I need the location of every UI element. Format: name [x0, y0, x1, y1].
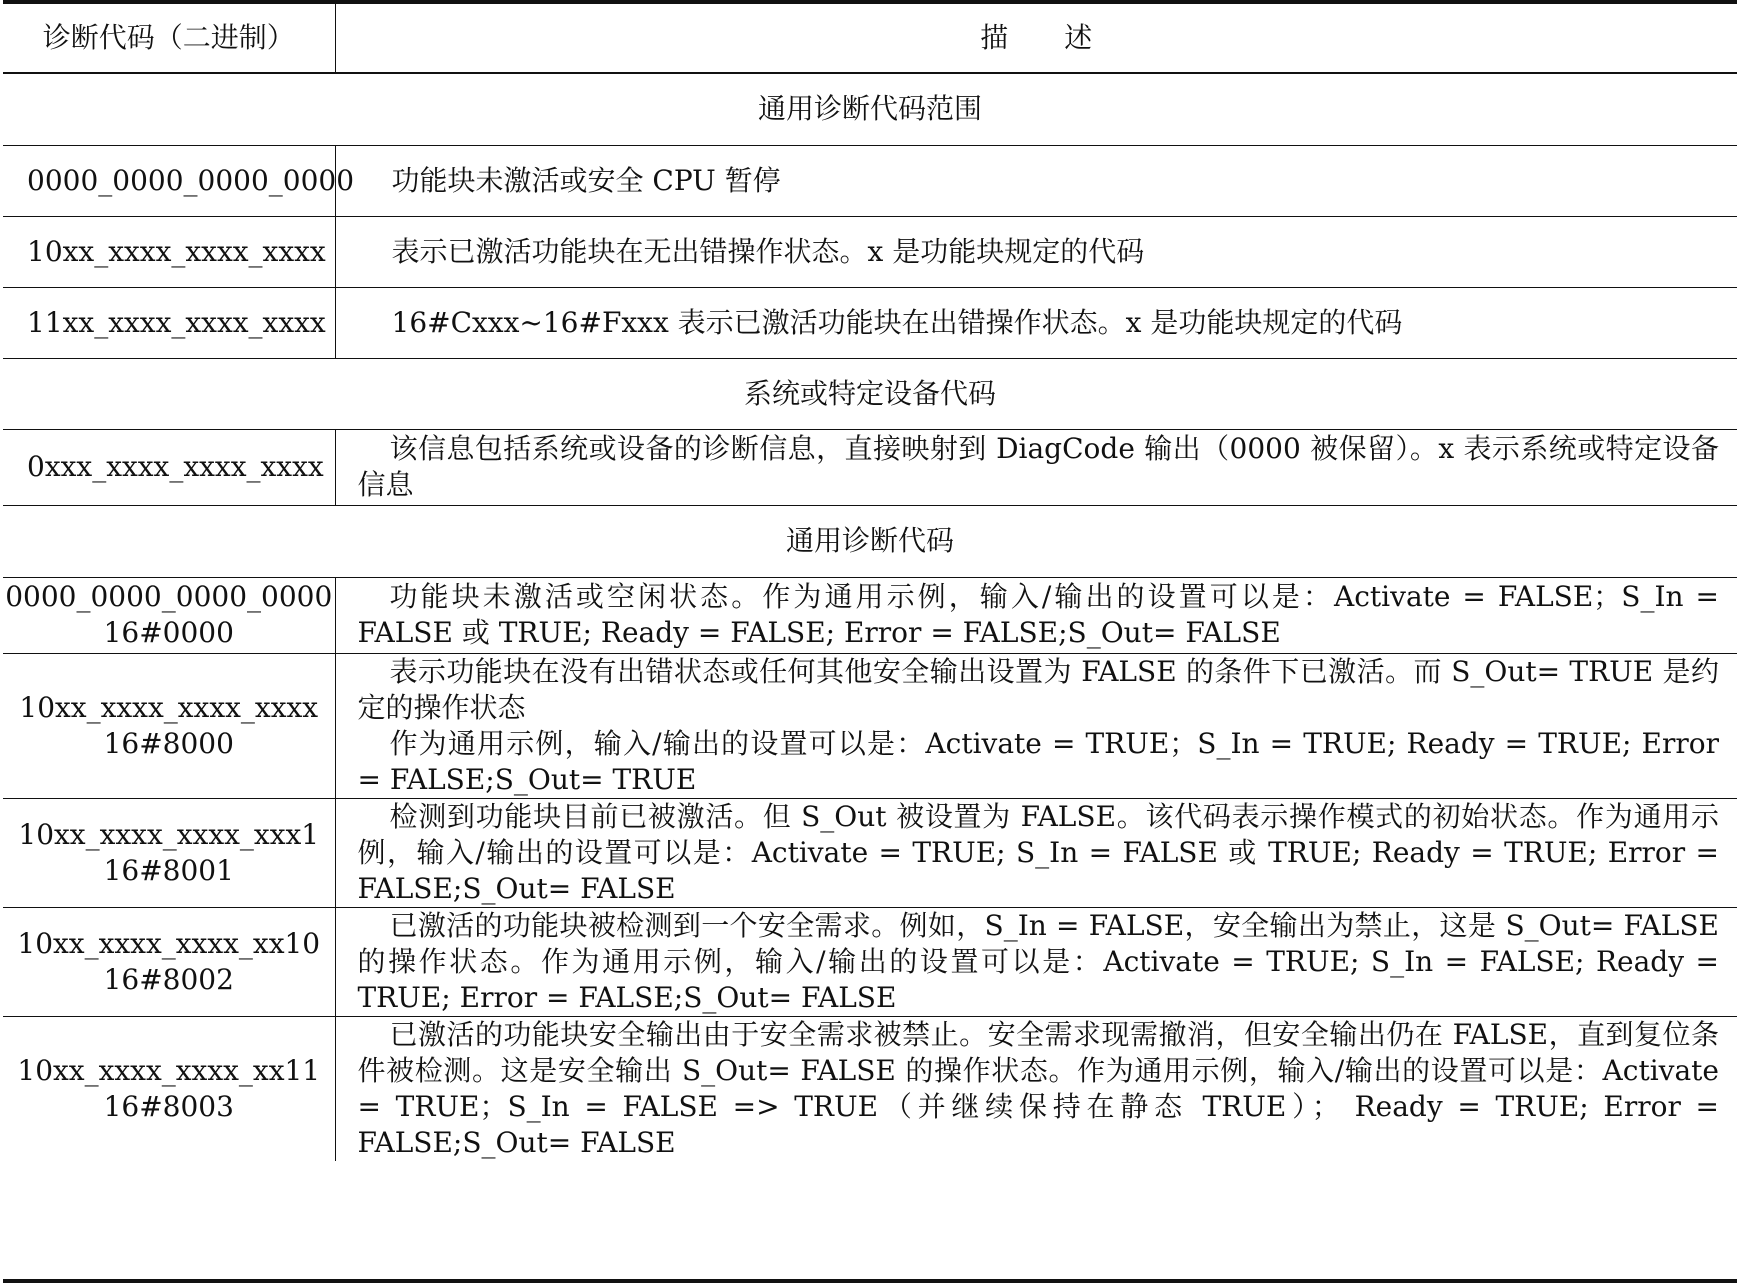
table-row: [3, 577, 1737, 653]
desc-text: 作为通用示例，输入/输出的设置可以是：Activate = TRUE；S_In = TRUE; Ready = TRUE; Error = FALSE;S_Out= TRUE: [357, 726, 1719, 796]
code-cell: [3, 653, 335, 798]
code-binary: 0000_0000_0000_0000: [5, 580, 333, 613]
code-binary: 10xx_xxxx_xxxx_xxxx: [19, 690, 319, 724]
code-cell: [3, 907, 335, 1016]
code-hex: 16#0000: [103, 616, 234, 649]
table-row: [3, 1016, 1737, 1161]
section-title: 系统或特定设备代码: [3, 358, 1737, 429]
table-row: [3, 653, 1737, 798]
diag-code-table: [3, 4, 1737, 1161]
desc-text: 该信息包括系统或设备的诊断信息，直接映射到 DiagCode 输出（0000 被保留）。x 表示系统或特定设备信息: [357, 432, 1719, 501]
code-cell: 0xxx_xxxx_xxxx_xxxx: [3, 429, 335, 505]
desc-cell: [335, 798, 1737, 907]
desc-text: 检测到功能块目前已被激活。但 S_Out 被设置为 FALSE。该代码表示操作模式的初始状态。作为通用示例，输入/输出的设置可以是：Activate = TRUE; S_In = FALSE 或 TRUE; Ready = TRUE; Error = FALSE;S_Out= FALSE: [357, 799, 1719, 905]
code-binary: 10xx_xxxx_xxxx_xx10: [17, 926, 321, 960]
code-cell: 10xx_xxxx_xxxx_xxxx: [3, 216, 335, 287]
table-row: [3, 798, 1737, 907]
desc-cell: 16#Cxxx~16#Fxxx 表示已激活功能块在出错操作状态。x 是功能块规定的代码: [335, 287, 1737, 358]
code-hex: 16#8000: [103, 726, 234, 760]
desc-cell: [335, 577, 1737, 653]
section-title-row: [3, 358, 1737, 429]
code-cell: 0000_0000_0000_0000: [3, 145, 335, 216]
code-cell: [3, 798, 335, 907]
desc-cell: 功能块未激活或安全 CPU 暂停: [335, 145, 1737, 216]
table-row: [3, 216, 1737, 287]
desc-text: 表示功能块在没有出错状态或任何其他安全输出设置为 FALSE 的条件下已激活。而 S_Out= TRUE 是约定的操作状态: [357, 654, 1719, 724]
code-hex: 16#8001: [103, 853, 234, 887]
code-hex: 16#8003: [103, 1089, 234, 1123]
code-cell: [3, 577, 335, 653]
header-desc-cell: [335, 4, 1737, 73]
section-title-row: [3, 73, 1737, 145]
document-page: [3, 0, 1737, 1283]
code-binary: 10xx_xxxx_xxxx_xxx1: [18, 817, 320, 851]
desc-cell: [335, 1016, 1737, 1161]
table-header-row: [3, 4, 1737, 73]
section-title: 通用诊断代码范围: [3, 73, 1737, 145]
desc-cell: [335, 653, 1737, 798]
desc-text: 功能块未激活或空闲状态。作为通用示例，输入/输出的设置可以是：Activate = FALSE；S_In = FALSE 或 TRUE; Ready = FALSE; Error = FALSE;S_Out= FALSE: [357, 580, 1719, 649]
code-binary: 10xx_xxxx_xxxx_xx11: [17, 1053, 321, 1087]
section-title-row: [3, 505, 1737, 577]
table-row: [3, 429, 1737, 505]
table-row: [3, 287, 1737, 358]
header-code-cell: 诊断代码（二进制）: [3, 4, 335, 73]
table-row: [3, 145, 1737, 216]
desc-text: 已激活的功能块安全输出由于安全需求被禁止。安全需求现需撤消，但安全输出仍在 FALSE，直到复位条件被检测。这是安全输出 S_Out= FALSE 的操作状态。作为通用示例，输入/输出的设置可以是：Activate = TRUE；S_In = FALSE => TRUE（并继续保持在静态 TRUE）； Ready = TRUE; Error = FALSE;S_Out= FALSE: [357, 1017, 1719, 1159]
code-cell: [3, 1016, 335, 1161]
code-hex: 16#8002: [103, 962, 234, 996]
desc-cell: [335, 429, 1737, 505]
table-row: [3, 907, 1737, 1016]
code-cell: 11xx_xxxx_xxxx_xxxx: [3, 287, 335, 358]
desc-cell: 表示已激活功能块在无出错操作状态。x 是功能块规定的代码: [335, 216, 1737, 287]
table-bottom-rule: [3, 1279, 1737, 1283]
header-desc-char-b: 述: [1064, 21, 1093, 54]
desc-cell: [335, 907, 1737, 1016]
desc-text: 已激活的功能块被检测到一个安全需求。例如，S_In = FALSE，安全输出为禁止，这是 S_Out= FALSE 的操作状态。作为通用示例，输入/输出的设置可以是：Activate = TRUE; S_In = FALSE; Ready = TRUE; Error = FALSE;S_Out= FALSE: [357, 908, 1719, 1014]
section-title: 通用诊断代码: [3, 505, 1737, 577]
header-desc-char-a: 描: [980, 21, 1009, 54]
